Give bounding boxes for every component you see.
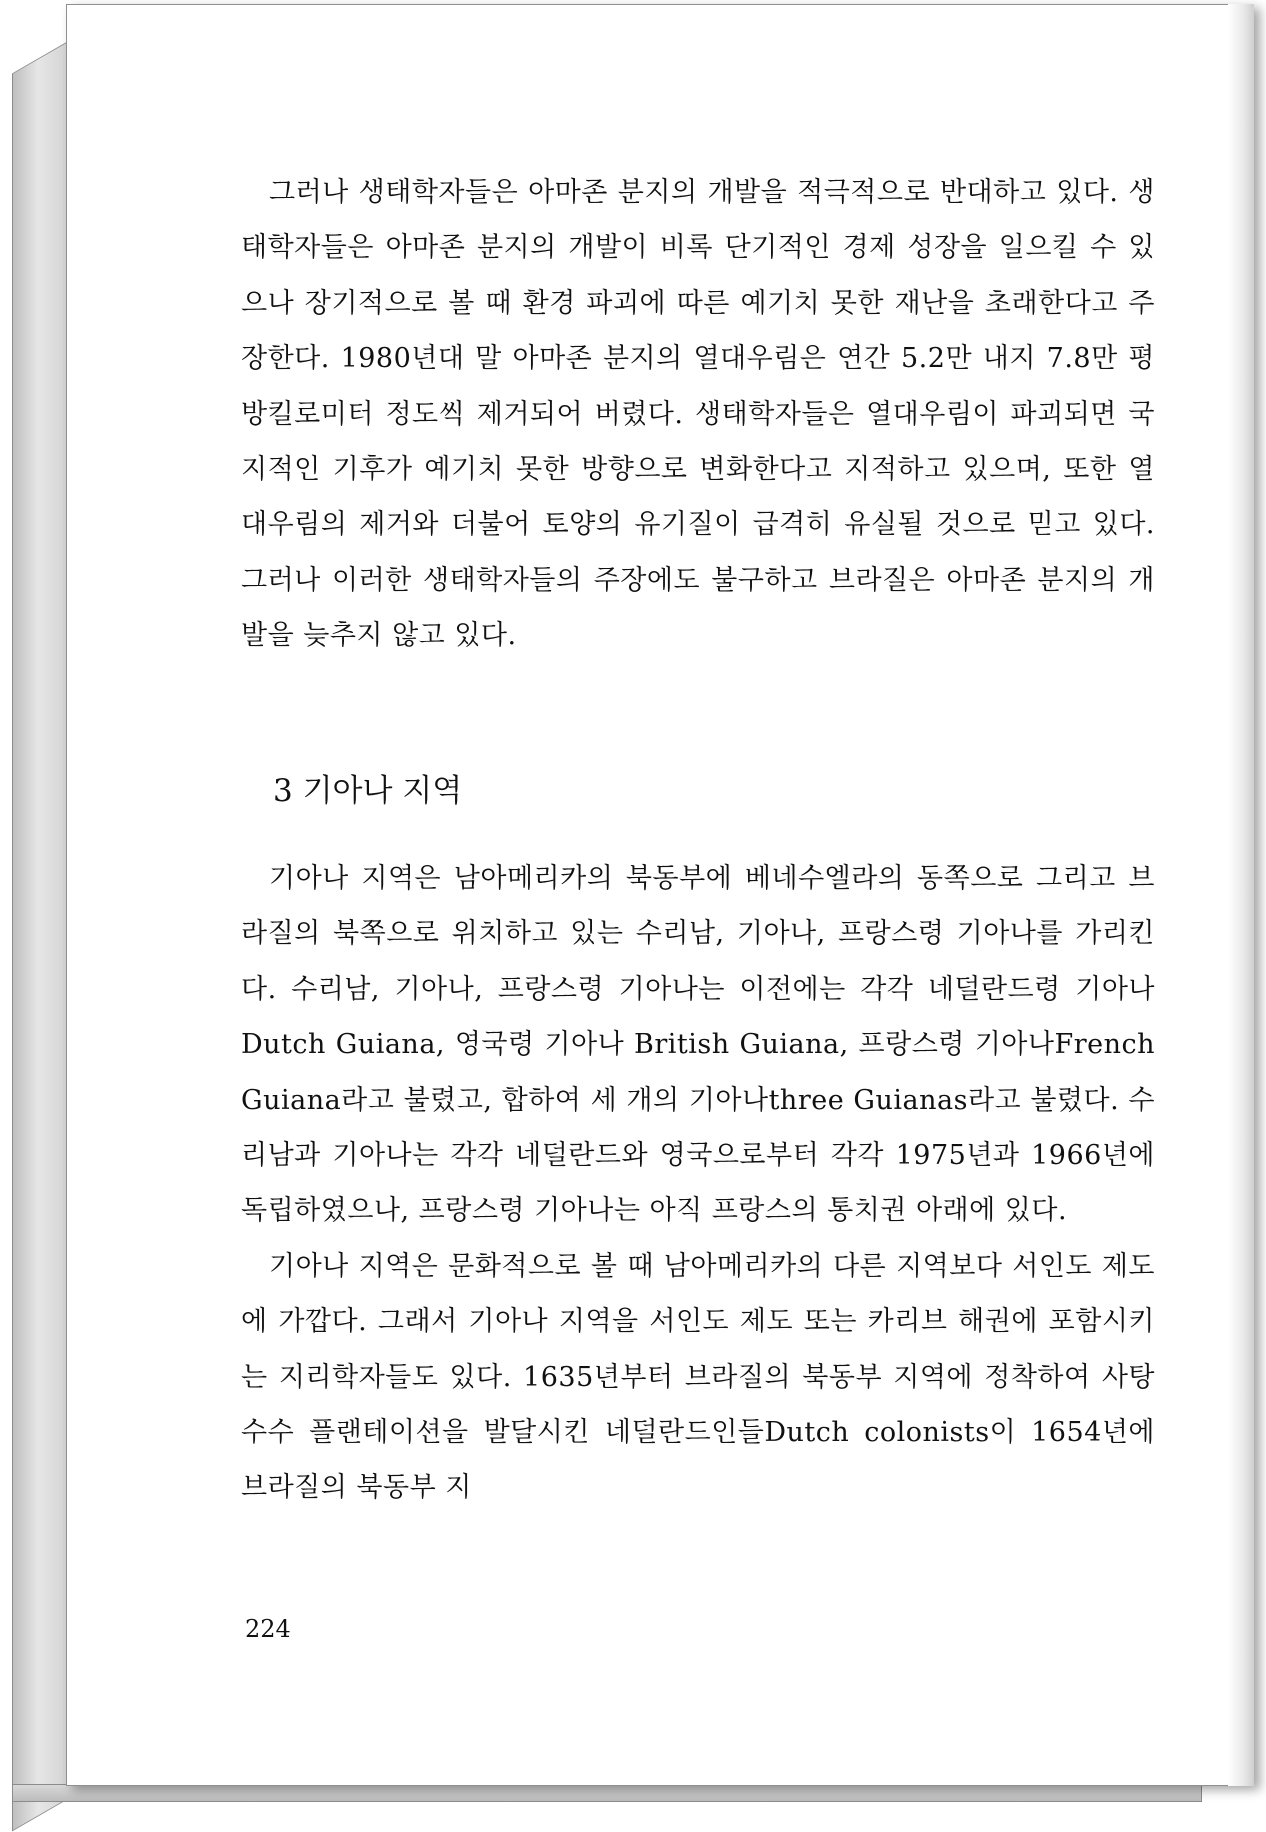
text-block-guiana <box>241 851 1155 1516</box>
section-heading: 3 기아나 지역 <box>273 773 463 809</box>
page-edge-shadow <box>1228 4 1254 1786</box>
paragraph-guiana-intro: 기아나 지역은 남아메리카의 북동부에 베네수엘라의 동쪽으로 그리고 브라질의 북쪽으로 위치하고 있는 수리남, 기아나, 프랑스령 기아나를 가리킨다. 수리남, 기아나, 프랑스령 기아나는 이전에는 각각 네덜란드령 기아나Dutch Guiana, 영국령 기아나 British Guiana, 프랑스령 기아나French Guiana라고 불렸고, 합하여 세 개의 기아나three Guianas라고 불렸다. 수리남과 기아나는 각각 네덜란드와 영국으로부터 각각 1975년과 1966년에 독립하였으나, 프랑스령 기아나는 아직 프랑스의 통치권 아래에 있다. <box>241 863 1155 1227</box>
book-bottom-edge <box>12 1784 1202 1802</box>
paragraph-guiana-culture: 기아나 지역은 문화적으로 볼 때 남아메리카의 다른 지역보다 서인도 제도에 가깝다. 그래서 기아나 지역을 서인도 제도 또는 카리브 해권에 포함시키는 지리학자들도 있다. 1635년부터 브라질의 북동부 지역에 정착하여 사탕수수 플랜테이션을 발달시킨 네덜란드인들Dutch colonists이 1654년에 브라질의 북동부 지 <box>241 1250 1155 1504</box>
book-spine <box>12 40 70 1831</box>
page-number: 224 <box>245 1615 291 1643</box>
text-block-top <box>241 165 1155 664</box>
paragraph-ecologists: 그러나 생태학자들은 아마존 분지의 개발을 적극적으로 반대하고 있다. 생태학자들은 아마존 분지의 개발이 비록 단기적인 경제 성장을 일으킬 수 있으나 장기적으로 볼 때 환경 파괴에 따른 예기치 못한 재난을 초래한다고 주장한다. 1980년대 말 아마존 분지의 열대우림은 연간 5.2만 내지 7.8만 평방킬로미터 정도씩 제거되어 버렸다. 생태학자들은 열대우림이 파괴되면 국지적인 기후가 예기치 못한 방향으로 변화한다고 지적하고 있으며, 또한 열대우림의 제거와 더불어 토양의 유기질이 급격히 유실될 것으로 믿고 있다. 그러나 이러한 생태학자들의 주장에도 불구하고 브라질은 아마존 분지의 개발을 늦추지 않고 있다. <box>241 177 1155 652</box>
book-page <box>66 4 1254 1786</box>
